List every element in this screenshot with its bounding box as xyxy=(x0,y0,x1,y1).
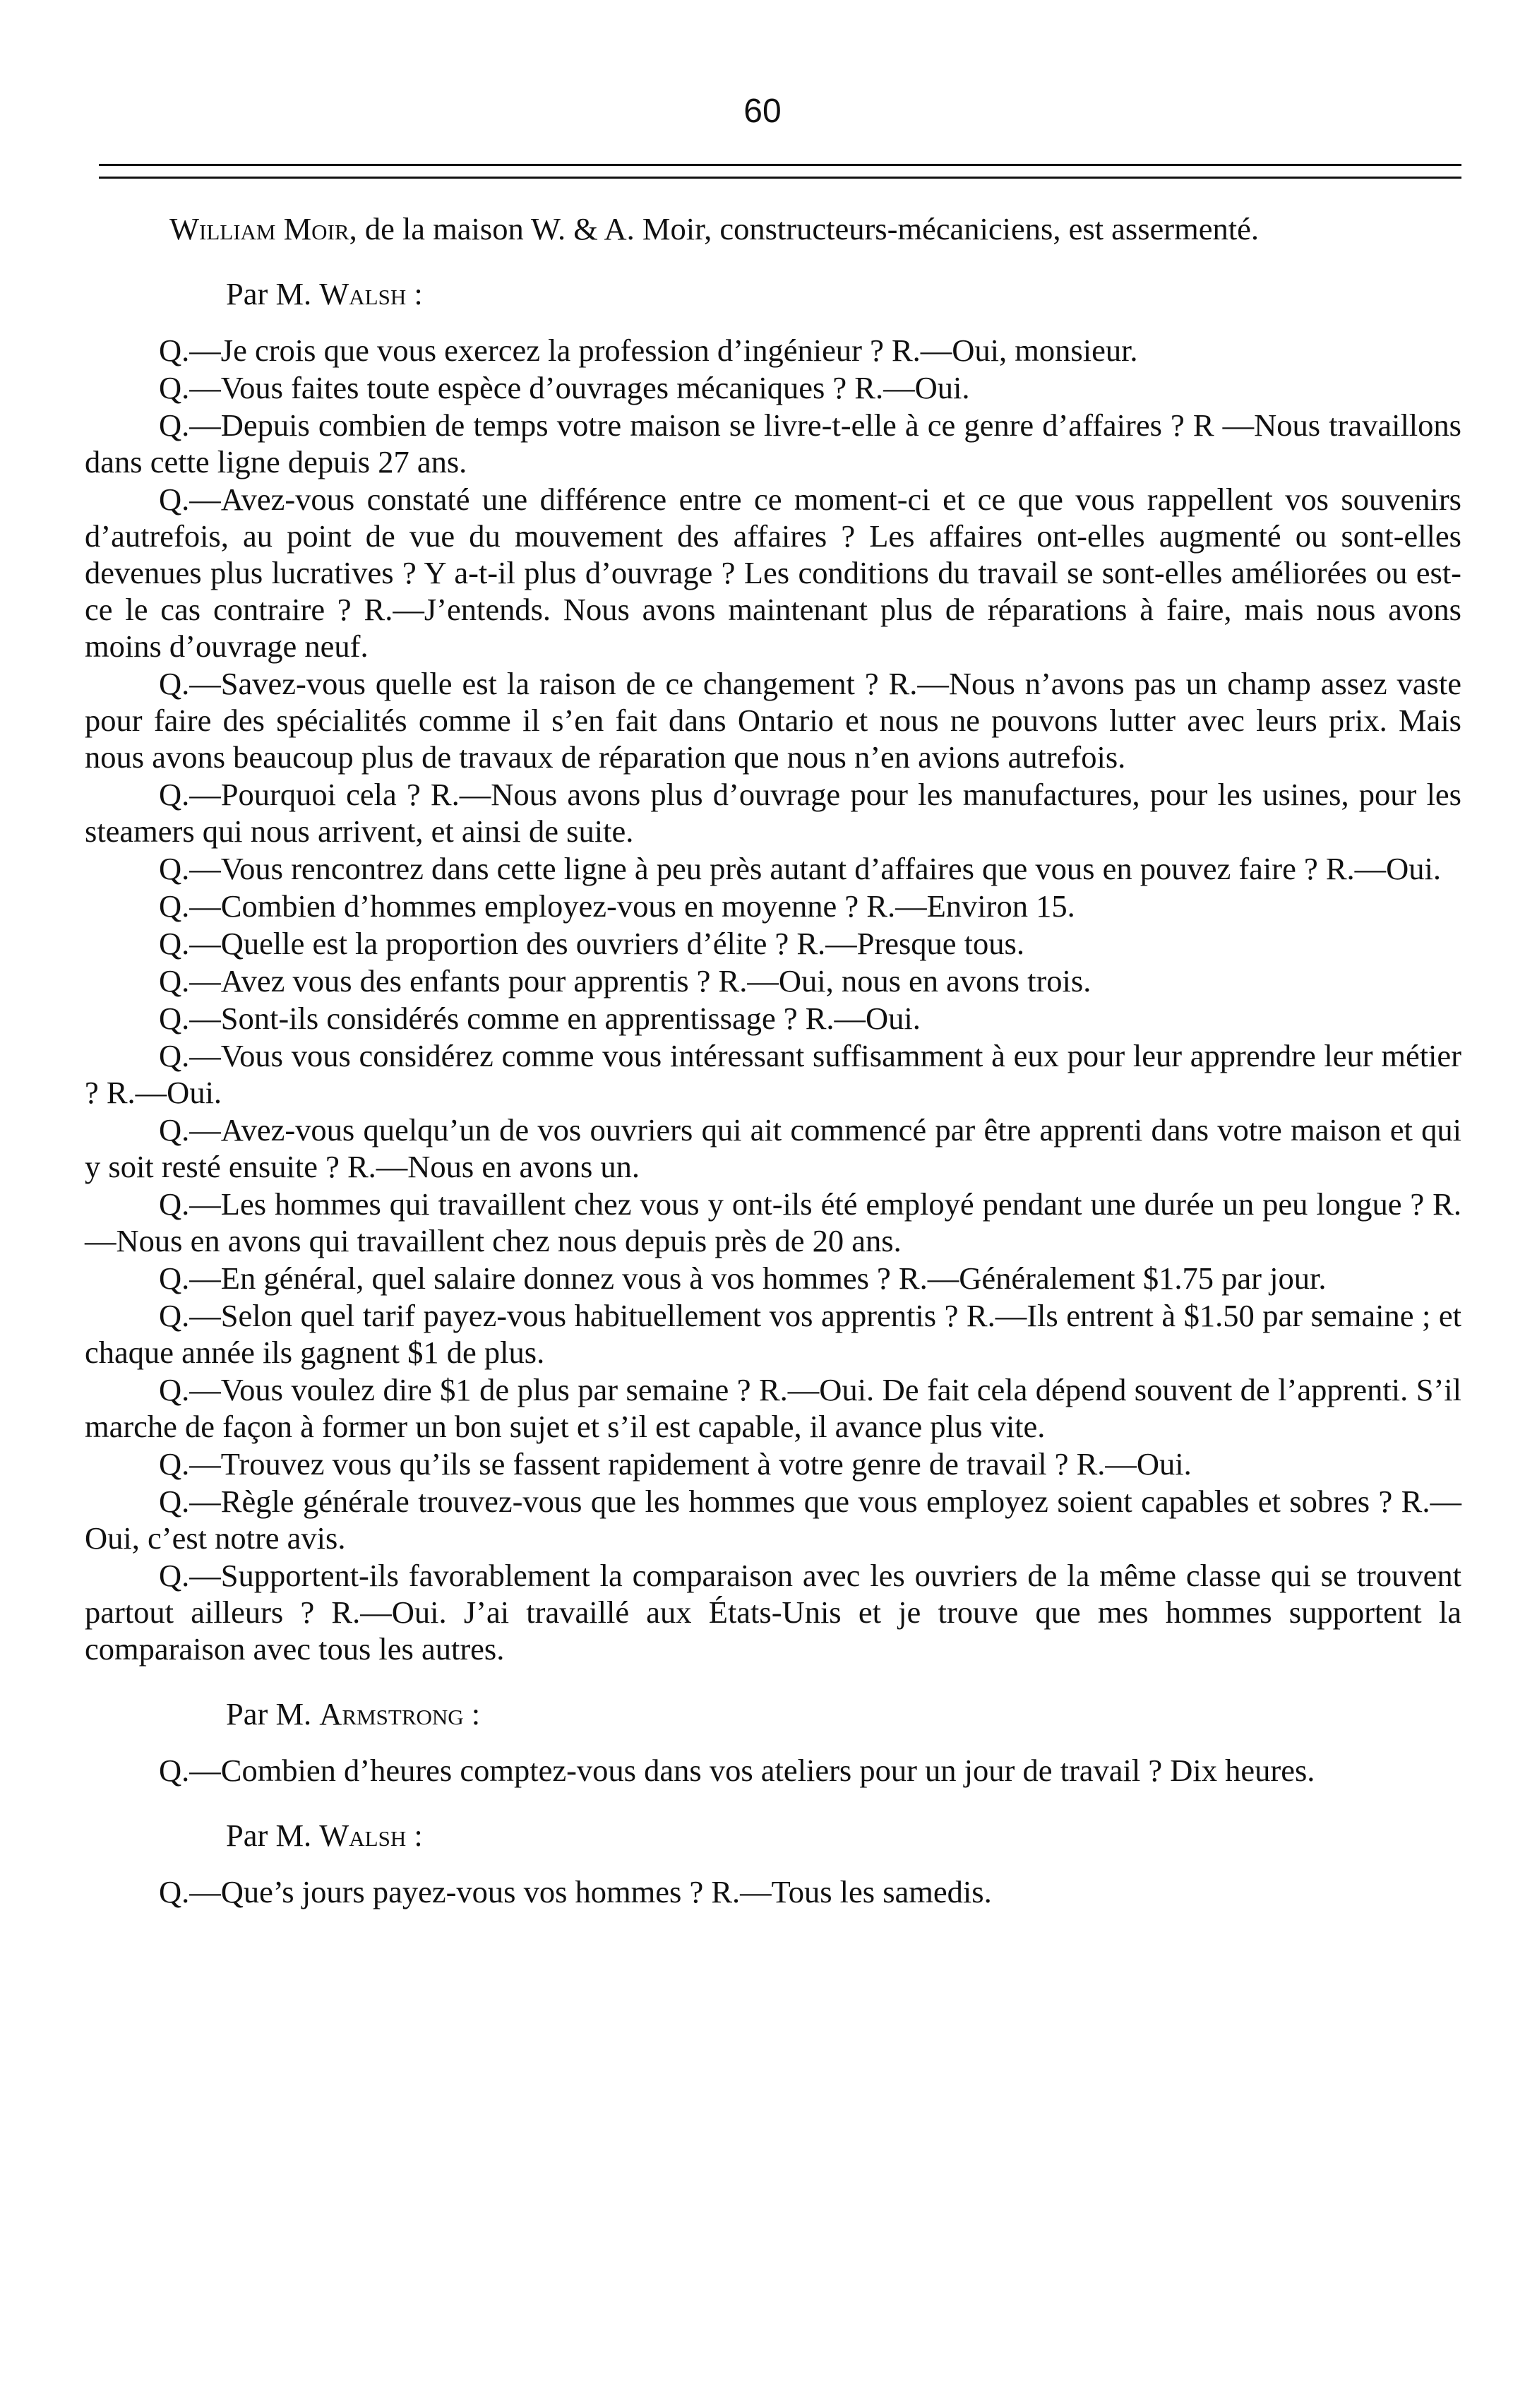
qa-paragraph: Q.—Combien d’heures comptez-vous dans vos ateliers pour un jour de travail ? Dix heures. xyxy=(159,1753,1315,1788)
page-number: 60 xyxy=(743,93,782,130)
examiner-prefix: Par M. xyxy=(226,1696,312,1732)
qa-paragraph: Q.—Vous rencontrez dans cette ligne à peu près autant d’affaires que vous en pouvez faire ? R.—Oui. xyxy=(159,851,1442,886)
qa-paragraph: Q.—Savez-vous quelle est la raison de ce changement ? R.—Nous n’avons pas un champ assez vaste pour faire des spécialités comme il s’en fait dans Ontario et nous ne pouvons lutter avec leurs prix. Mais nous avons beaucoup plus de travaux de réparation que nous n’en avions autrefois. xyxy=(85,666,1461,775)
examiner-suffix: : xyxy=(463,1696,481,1732)
witness-name: William Moir xyxy=(169,211,349,246)
qa-paragraph: Q.—Selon quel tarif payez-vous habituellement vos apprentis ? R.—Ils entrent à $1.50 par semaine ; et chaque année ils gagnent $1 de plus. xyxy=(85,1298,1461,1370)
qa-paragraph: Q.—Combien d’hommes employez-vous en moyenne ? R.—Environ 15. xyxy=(159,888,1075,924)
examiner-prefix: Par M. xyxy=(226,276,312,311)
qa-paragraph: Q.—Supportent-ils favorablement la comparaison avec les ouvriers de la même classe qui se trouvent partout ailleurs ? R.—Oui. J’ai travaillé aux États-Unis et je trouve que mes hommes supportent la comparaison avec tous les autres. xyxy=(85,1558,1461,1667)
header-rule-top xyxy=(99,164,1461,166)
examiner-prefix: Par M. xyxy=(226,1818,312,1853)
testimony-body xyxy=(85,210,1461,1910)
qa-paragraph: Q.—Avez vous des enfants pour apprentis ? R.—Oui, nous en avons trois. xyxy=(159,963,1092,999)
qa-paragraph: Q.—Avez-vous constaté une différence entre ce moment-ci et ce que vous rappellent vos souvenirs d’autrefois, au point de vue du mouvement des affaires ? Les affaires ont-elles augmenté ou sont-elles devenues plus lucratives ? Y a-t-il plus d’ouvrage ? Les conditions du travail se sont-elles améliorées ou est-ce le cas contraire ? R.—J’entends. Nous avons maintenant plus de réparations à faire, mais nous avons moins d’ouvrage neuf. xyxy=(85,482,1461,664)
examiner-heading xyxy=(85,1695,1461,1732)
qa-paragraph: Q.—En général, quel salaire donnez vous à vos hommes ? R.—Généralement $1.75 par jour. xyxy=(159,1260,1327,1296)
qa-paragraph: Q.—Depuis combien de temps votre maison se livre-t-elle à ce genre d’affaires ? R —Nous travaillons dans cette ligne depuis 27 ans. xyxy=(85,407,1461,479)
qa-paragraph: Q.—Vous faites toute espèce d’ouvrages mécaniques ? R.—Oui. xyxy=(159,370,970,405)
qa-paragraph: Q.—Règle générale trouvez-vous que les hommes que vous employez soient capables et sobres ? R.—Oui, c’est notre avis. xyxy=(85,1484,1461,1556)
qa-paragraph: Q.—Les hommes qui travaillent chez vous y ont-ils été employé pendant une durée un peu longue ? R.—Nous en avons qui travaillent chez nous depuis près de 20 ans. xyxy=(85,1186,1461,1258)
examiner-name: Walsh xyxy=(319,1818,407,1853)
witness-intro xyxy=(85,210,1461,247)
qa-paragraph: Q.—Je crois que vous exercez la profession d’ingénieur ? R.—Oui, monsieur. xyxy=(159,333,1138,368)
qa-paragraph: Q.—Vous vous considérez comme vous intéressant suffisamment à eux pour leur apprendre leur métier ? R.—Oui. xyxy=(85,1038,1461,1110)
qa-paragraph: Q.—Quelle est la proportion des ouvriers d’élite ? R.—Presque tous. xyxy=(159,926,1024,961)
qa-paragraph: Q.—Vous voulez dire $1 de plus par semaine ? R.—Oui. De fait cela dépend souvent de l’apprenti. S’il marche de façon à former un bon sujet et s’il est capable, il avance plus vite. xyxy=(85,1372,1461,1444)
header-rule-bottom xyxy=(99,177,1461,179)
witness-intro-text: , de la maison W. & A. Moir, constructeurs-mécaniciens, est assermenté. xyxy=(349,211,1259,246)
examiner-name: Walsh xyxy=(319,276,407,311)
examiner-heading xyxy=(85,1817,1461,1854)
examiner-heading xyxy=(85,275,1461,312)
examiner-name: Armstrong xyxy=(319,1696,464,1732)
qa-paragraph: Q.—Sont-ils considérés comme en apprentissage ? R.—Oui. xyxy=(159,1001,921,1036)
examiner-suffix: : xyxy=(406,276,423,311)
qa-paragraph: Q.—Que’s jours payez-vous vos hommes ? R.—Tous les samedis. xyxy=(159,1874,992,1909)
examiner-suffix: : xyxy=(406,1818,423,1853)
qa-paragraph: Q.—Avez-vous quelqu’un de vos ouvriers qui ait commencé par être apprenti dans votre maison et qui y soit resté ensuite ? R.—Nous en avons un. xyxy=(85,1112,1461,1184)
qa-paragraph: Q.—Pourquoi cela ? R.—Nous avons plus d’ouvrage pour les manufactures, pour les usines, pour les steamers qui nous arrivent, et ainsi de suite. xyxy=(85,777,1461,849)
qa-paragraph: Q.—Trouvez vous qu’ils se fassent rapidement à votre genre de travail ? R.—Oui. xyxy=(159,1446,1192,1482)
